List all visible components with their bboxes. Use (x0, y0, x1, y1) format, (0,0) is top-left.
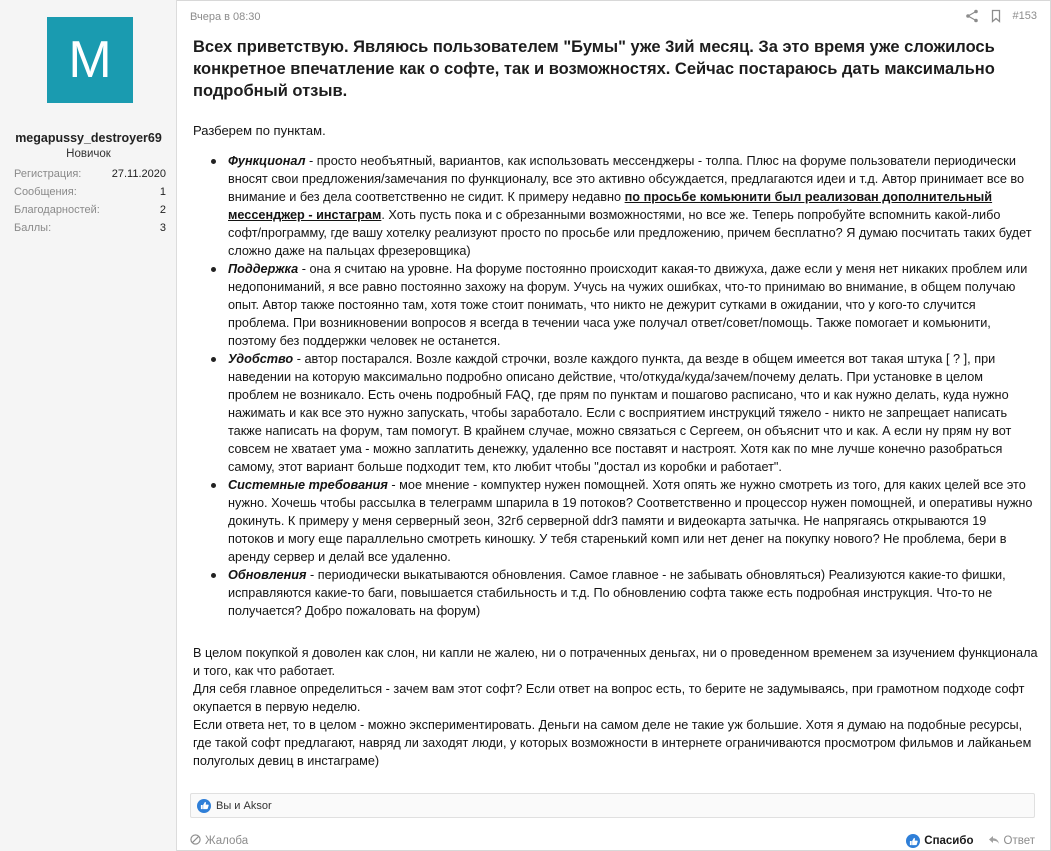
list-item-text: - она я считаю на уровне. На форуме постоянно происходит какая-то движуха, даже если у меня нет никаких проблем или недопониманий, я все равно постоянно захожу на форум. Учусь на чужих ошибках, что-то принимаю во внимание, в общем получаю опыт. Автор также постоянно там, хотя тоже стоит понимать, что никто не дежурит сутками в ожидании, что у кого-то случится проблема. При возникновении вопросов я всегда в течении часа уже получал ответ/совет/помощь. Также помогает и комьюнити, поэтому без поддержки человек не останется. (228, 262, 1028, 348)
list-item-text: - мое мнение - компуктер нужен помощней. Хотя опять же нужно смотреть из того, для каких целей все это нужно. Хочешь чтобы рассылка в телеграмм шпарила в 19 потоков? Соответственно и процессор нужен помощней, и оперативы нужно докинуть. К примеру у меня серверный зеон, 32гб серверной ddr3 памяти и видеокарта затычка. Не напрягаясь открываются 19 потоков и могу еще параллельно смотреть киношку. У тебя старенький комп или нет денег на покупку нового? Не проблема, бери в аренду сервер и делай все удаленно. (228, 478, 1033, 564)
list-item-emphasis: по просьбе комьюнити был реализован дополнительный мессенджер - инстаграм (228, 190, 993, 222)
stat-value: 1 (159, 186, 166, 198)
thanks-label: Спасибо (924, 835, 974, 847)
list-item-term: Удобство (228, 352, 294, 366)
list-item-term: Обновления (228, 568, 307, 582)
list-item-term: Системные требования (228, 478, 388, 492)
report-icon (190, 834, 201, 848)
post-tools (965, 9, 1037, 23)
list-item-text: - периодически выкатываются обновления. Самое главное - не забывать обновляться) Реализуются какие-то фишки, исправляются какие-то баги, повышается стабильность и т.д. По обновлению софта также есть подробная инструкция. Что-то не получается? Добро пожаловать на форум) (228, 568, 1006, 618)
reply-icon (988, 835, 1000, 848)
thanks-icon (906, 834, 920, 848)
list-item (228, 260, 1034, 350)
stat-label: Сообщения: (14, 186, 77, 198)
list-item-text: - автор постарался. Возле каждой строчки, возле каждого пункта, да везде в общем имеется вот такая штука [ ? ], при наведении на которую максимально подробно описано действие, что/откуда/куда/зачем/почему делать. При установке в целом проблем не возникало. Есть очень подробный FAQ, где прям по пунктам и пошагово расписано, что и как нужно делать, куда нужно нажимать и как все это нужно запускать, чтобы заработало. Если с восприятием инструкций тяжело - никто не запрещает написать также написать на форум, там помогут. В крайнем случае, можно связаться с Сергеем, он объяснит что и как. А если ну прям ну вот совсем не хватает ума - можно заплатить денежку, удаленно все поставят и настроят. Хотя как по мне лучше конечно разобраться самому, этот вариант больше подходит тем, кто любит чтобы "достал из коробки и работает". (228, 352, 1012, 474)
list-item-term: Функционал (228, 154, 306, 168)
thanks-button[interactable] (906, 834, 973, 848)
closing-paragraph: Если ответа нет, то в целом - можно экспериментировать. Деньги на самом деле не такие уж большие. Хотя я думаю на подобные ресурсы, где такой софт предлагают, навряд ли заходят люди, у которых возможности в интернете ограничиваются просмотром фильмов и лайканьем полуголых девиц в инстаграме) (193, 718, 1032, 768)
closing-paragraph: Для себя главное определиться - зачем вам этот софт? Если ответ на вопрос есть, то берите не задумываясь, при грамотном подходе софт окупается в первую неделю. (193, 682, 1025, 714)
username[interactable]: megapussy_destroyer69 (15, 131, 162, 145)
stat-registration (14, 165, 166, 183)
list-item (228, 152, 1034, 260)
share-icon[interactable] (965, 9, 979, 23)
closing-paragraph: В целом покупкой я доволен как слон, ни капли не жалею, ни о потраченных деньгах, ни о проведенном временем за изучением функционала и того, как что работает. (193, 646, 1038, 678)
list-item (228, 350, 1034, 476)
reply-button[interactable] (988, 835, 1035, 848)
stat-value: 3 (159, 222, 166, 234)
post-number[interactable]: #153 (1012, 10, 1037, 22)
stat-label: Регистрация: (14, 168, 82, 180)
post-intro: Разберем по пунктам. (193, 123, 326, 138)
reactions-list-link[interactable]: Вы и Aksor (216, 799, 272, 812)
stat-points (14, 219, 166, 237)
like-icon (197, 799, 211, 813)
reply-label: Ответ (1003, 835, 1035, 847)
report-button[interactable] (190, 834, 248, 848)
list-item-text: - просто необъятный, вариантов, как использовать мессенджеры - толпа. Плюс на форуме пользователи периодически вносят свои предложения/замечания по функционалу, все это активно обсуждается, предлагаются идеи и т.д. Автор принимает все во внимание и без дела соответственно не сидит. К примеру недавно (228, 154, 1025, 204)
reactions-bar (190, 793, 1035, 818)
post-date[interactable]: Вчера в 08:30 (190, 11, 261, 23)
user-title: Новичок (66, 148, 111, 160)
user-panel (0, 0, 177, 851)
stat-value: 2 (159, 204, 166, 216)
list-item-term: Поддержка (228, 262, 299, 276)
list-item-text-cont: . Хоть пусть пока и с обрезанными возможностями, но все же. Теперь попробуйте вспомнить какой-либо софт/программу, где вашу хотелку реализуют просто по просьбе или предложению, причем бесплатно? Я думаю посчитать таких будет сложно даже на пальцах фрезеровщика) (228, 208, 1032, 258)
footer-actions (906, 834, 1035, 848)
stat-label: Баллы: (14, 222, 52, 234)
post-heading: Всех приветствую. Являюсь пользователем "Бумы" уже 3ий месяц. За это время уже сложилось конкретное впечатление как о софте, так и возможностях. Сейчас постараюсь дать максимально подробный отзыв. (193, 38, 995, 100)
user-stats (14, 165, 166, 237)
stat-thanks (14, 201, 166, 219)
avatar[interactable]: M (47, 17, 133, 103)
report-label: Жалоба (205, 835, 249, 847)
stat-label: Благодарностей: (14, 204, 100, 216)
stat-messages (14, 183, 166, 201)
list-item (228, 566, 1034, 620)
post-footer (190, 832, 1035, 850)
bookmark-icon[interactable] (989, 9, 1003, 23)
post-closing (193, 644, 1038, 770)
list-item (228, 476, 1034, 566)
stat-value: 27.11.2020 (111, 168, 166, 180)
review-list (228, 152, 1034, 620)
